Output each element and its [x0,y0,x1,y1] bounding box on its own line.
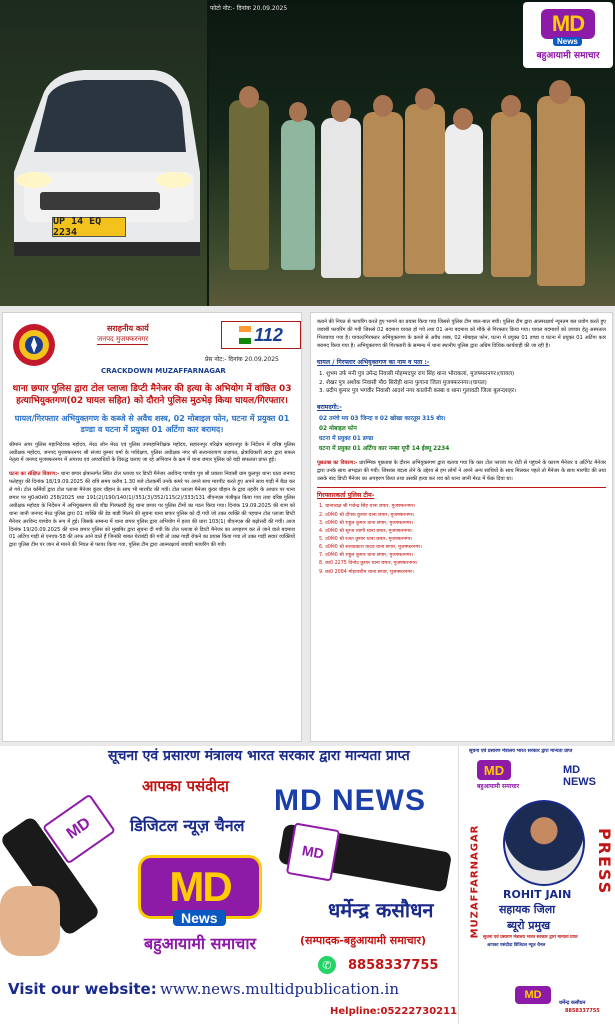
card-editor-name: धर्मेन्द्र कसौधन [559,1000,586,1006]
list-item: 6. उ0नि0 श्री सत्यप्रकाश यादव थाना छपार, मुजफ्फरनगर। [319,545,423,551]
incident-section [9,471,295,550]
logo-news: News [553,37,582,46]
car-photo [0,0,207,306]
press-headline: थाना छपार पुलिस द्वारा टोल प्लाजा डिप्टी मैनेजर की हत्या के अभियोग में वांछित 03 हत्याभियुक्तगण(02 घायल सहित) को दौराने पुलिस मुठभेड़ किया घायल/गिरफ्तार। [12,384,292,407]
list-item: 3. उ0नि0 श्री राहुल कुमार थाना छपार, मुजफ्फरनगर। [319,520,414,526]
recognition-line: सूचना एवं प्रसारण मंत्रालय भारत सरकार द्वारा मान्यता प्राप्त [108,748,410,764]
logo-md: MD [551,11,585,36]
police-team-section [317,487,606,576]
list-item: घटना में प्रयुक्त 01 अर्टिगा कार नम्बर यूपी 14 ईक्यू 2234 [319,445,450,452]
number-plate: UP 14 EQ 2234 [52,217,126,237]
recovered-list [317,415,606,454]
editor-name: धर्मेन्द्र कसौधन [328,898,434,922]
interrogation-text: प्रारम्भिक पूछताछ के दौरान अभियुक्तगण द्वारा बताया गया कि कार टोल प्लाजा पर रोटी से पहुंचने के कारण मैनेजर व अर्टिगेट मैनेजर द्वारा उनके साथ अभद्रता की गयी। जिसका बदला लेने के उद्देश्य से हम लोगों ने अपने अन्य साथियों के साथ मिलकर पहले तो मैनेजर के साथ मारपीट की तथा उसके बाद डिप्टी मैनेजर का अपहरण किया तथा उसकी हत्या कर शव को थाना जानी मेरठ में फेंक दिया था। [317,459,607,482]
brand-title: MD NEWS [274,784,426,817]
editor-role: (सम्पादक-बहुआयामी समाचार) [300,934,426,947]
visit-label: Visit our website: [8,980,157,998]
list-item: 2. शेखर पुत्र अशोक निवासी मौ0 सिरोही थाना फुगाना जिला मुजफ्फरनगर।(घायल) [319,379,487,386]
campaign-title: CRACKDOWN MUZAFFARNAGAR [101,367,226,375]
reporter-bureau: ब्यूरो प्रमुख [507,919,551,932]
praiseworthy-label: सराहनीय कार्य [107,324,149,333]
card-small-line: सूचना एवं प्रसारण मंत्रालय भारत सरकार द्वारा मान्यता प्राप्त [483,935,578,940]
md-news-big-logo [112,851,288,961]
card-press-label: PRESS [595,828,614,896]
list-item: 02 मोबाइल फोन [319,426,357,433]
list-item: 1. शुभम उर्फ मनी पुत्र उमेन्द्र निवासी मोहम्मदपुर राय सिंह थाना भोराकलां, मुजफ्फरनगर।(घायल) [319,370,515,377]
flag-icon [239,326,251,344]
reporter-id-card [458,746,615,1024]
press-subhead: घायल/गिरफ्तार अभियुक्तगण के कब्जे से अवैध शस्त्र, 02 मोबाइल फोन, घटना में प्रयुक्त 01 डण्डा व घटना में प्रयुक्त 01 अर्टिगा कार बरामद। [14,414,290,435]
helpline-number: Helpline:05222730211 [330,1006,458,1017]
card-city: MUZAFFARNAGAR [469,824,481,939]
big-logo-tagline: बहुआयामी समाचार [143,934,257,953]
md-news-logo [523,2,613,68]
continuation-text: बताने की नियत से फायरिंग करते हुए भागने का प्रयास किया गया जिससे पुलिस टीम बाल-बाल बची। पुलिस टीम द्वारा आत्मरक्षार्थ न्यूनतम बल प्रयोग करते हुए जवाबी फायरिंग की गयी जिससे 02 बदमाश घायल हो गये तथा 01 अन्य बदमाश को मौके से गिरफ्तार किया गया। घायल बदमाशों को उपचार हेतु अस्पताल भिजवाया गया है। घायल/गिरफ्तार अभियुक्तगण के कब्जे से अवैध शस्त्र, 02 मोबाइल फोन, घटना में प्रयुक्त 01 डण्डा व घटना में प्रयुक्त 01 अर्टिगा कार बरामद किया गया है। अभियुक्तगण की गिरफ्तारी के सम्बन्ध में थाना स्थानीय पुलिस द्वारा अग्रिम विधिक कार्यवाही की जा रही है। [317,319,606,349]
list-item: 2. उ0नि0 श्री दीपक कुमार थाना छपार, मुजफ्फरनगर। [319,512,415,518]
card-mini-logo: MD [515,986,551,1004]
reporter-name: ROHIT JAIN [503,888,572,901]
car-icon [4,52,200,274]
reporter-role: सहायक जिला [499,903,556,916]
photo-date-note: फोटो नोट:- दिनांक 20.09.2025 [210,5,288,12]
list-item: 3. प्रदीप कुमार पुत्र भगवीर निवासी आदर्श नगर कालोनी कस्बा व थाना गुलावठी जिला बुलन्दशहर। [319,388,517,395]
list-item: 9. का0 2084 मोहताशीम थाना छपार, मुजफ्फरनगर। [319,569,414,575]
press-intro: श्रीमान अपर पुलिस महानिदेशक महोदय, मेरठ जोन मेरठ एवं पुलिस उपमहानिरीक्षक महोदय, सहारनपुर परिक्षेत्र सहारनपुर के निर्देशन में वरिष्ठ पुलिस अधीक्षक महोदय, जनपद मुजफ्फरनगर श्री संजय कुमार वर्मा के पर्यवेक्षण, पुलिस अधीक्षक नगर श्री सत्यनारायण प्रजापत, क्षेत्राधिकारी सदर द्वारा सफल नेतृत्व में जनपद मुजफ्फरनगर में अपराध एवं अपराधियों के विरुद्ध चलाए जा रहे अभियान के क्रम में थाना छपार पुलिस को बड़ी सफलता प्राप्त हुई। [9,441,295,464]
interrogation-section [317,460,606,484]
md-news-advert [0,746,615,1024]
arrested-title: घायल / गिरफ्तार अभियुक्तगण का नाम व पता :- [317,358,430,366]
press-note-date: प्रेस नोट:- दिनांक 20.09.2025 [205,356,279,363]
team-list [317,503,606,576]
list-item: 4. उ0नि0 श्री सूरज त्यागी थाना छपार, मुजफ्फरनगर। [319,528,413,534]
favourite-label: आपका पसंदीदा [142,777,229,795]
arrest-photos [0,0,615,306]
list-item: 5. उ0नि0 श्री रजत कुमार थाना छपार, मुजफ्फरनगर। [319,536,413,542]
list-item: घटना में प्रयुक्त 01 डण्डा [319,436,374,443]
card-recognition: सूचना एवं प्रसारण मंत्रालय भारत सरकार द्वारा मान्यता प्राप्त [469,749,573,754]
district-label: जनपद मुजफ्फरनगर [97,335,149,343]
list-item: 1. थानाध्यक्ष श्री गजेन्द्र सिंह थाना छपार, मुजफ्फरनगर। [319,504,416,510]
reporter-photo [503,800,585,886]
recovered-title: बरामदगी:- [317,404,342,412]
card-editor-phone: 8858337755 [565,1008,600,1014]
whatsapp-icon: ✆ [318,956,336,974]
up-police-emblem-icon [11,321,57,371]
helpline-112-badge: 112 [221,321,301,349]
press-note-page-2 [310,312,613,742]
incident-text: थाना छपार क्षेत्रान्तर्गत स्थित टोल प्लाजा पर डिप्टी मैनेजर अरविन्द पाण्डेय पुत्र श्री प्रकाश निवासी ग्राम कुलपुर थाना धाता जनपद फतेहपुर की दिनांक 18/19.09.2025 की रात्रि समय करीब 1.30 बजे टोलकर्मी उनके कमरे पर अपने साथ मारपीट करते हुए अपने साथ गाड़ी में बैठा कर ले गये। टोल कर्मियों द्वारा टोल प्लाजा मैनेजर कुंवर चौहान के साथ भी मारपीट की गयी। टोल प्लाजा मैनेजर कुंवर चौहान के द्वारा तहरीर के आधार पर थाना छपार पर मु0अ0सं0 258/2025 धारा 191(2)/190/140(1)/351(3)/352/115(2)/333/131 बीएनएस पंजीकृत किया गया तथा वरिष्ठ पुलिस अधीक्षक महोदय के निर्देशन में अभियुक्तगण की शीघ्र गिरफ्तारी हेतु थाना छपार पर पुलिस टीमों का गठन किया गया। दिनांक 19.09.2025 की शाम को थाना जानी जनपद मेरठ पुलिस द्वारा 01 व्यक्ति की डेड बाडी मिलने की सूचना थाना छपार पुलिस को दी गयी जो उक्त व्यक्ति की पहचान टोल प्लाजा डिप्टी मैनेजर अरविन्द पाण्डेय के रूप में हुई। जिसके सम्बन्ध में थाना छपार पुलिस द्वारा अभियोग में हत्या की धारा 103(1) बीएनएस की बढ़ोत्तरी की गयी। आज दिनांक 19/20.09.2025 की थाना छपार पुलिस को मुखबिर द्वारा सूचना दी गयी कि टोल प्लाजा से डिप्टी मैनेजर का अपहरण कर ले जाने वाले बदमाश 01 अर्टिगा गाड़ी से एनएच-58 की तरफ आने वाले हैं जिनकी बाबत घेराबंदी की गयी तो उक्त गाड़ी रोकने का प्रयास किया गया तो उक्त गाड़ी सवार व्यक्तियों द्वारा पुलिस टीम पर जान से मारने की नियत से फायर किया गया, पुलिस टीम द्वारा आत्मरक्षार्थ जवाबी फायरिंग की गयी। [9,471,295,549]
list-item: 02 तमंचे मय 03 जिन्दा व 02 खोखा कारतूस 315 बोर। [319,416,446,423]
arrested-list [317,370,606,397]
press-note-header [9,319,295,377]
card-brand: MD NEWS [563,764,596,788]
card-logo: MD बहुआयामी समाचार [477,760,519,790]
press-note-page-1 [2,312,302,742]
card-small-line-2: आपका पसंदीदा डिजिटल न्यूज़ चैनल [487,943,546,948]
list-item: 7. उ0नि0 श्री राहुल कुमार थाना छपार, मुजफ्फरनगर। [319,553,414,559]
team-title: गिरफ्तारकर्ता पुलिस टीम- [317,492,375,500]
editor-phone: 8858337755 [348,958,439,973]
big-logo-news: News [173,910,226,926]
logo-tagline: बहुआयामी समाचार [536,51,600,61]
press-note-document [0,306,615,746]
microphone-right-icon: MD [270,818,460,908]
microphone-icon: MD [0,776,130,956]
website-link[interactable]: www.news.multidpublication.in [160,980,400,998]
big-logo-md: MD [169,863,231,910]
incident-title: घटना का संक्षिप्त विवरण:- [9,471,60,478]
list-item: 8. का0 2275 विनोद कुमार थाना छपार, मुजफ्फरनगर। [319,561,418,567]
channel-label: डिजिटल न्यूज़ चैनल [130,816,245,835]
interrogation-title: पूछताछ का विवरण:- [317,459,358,466]
